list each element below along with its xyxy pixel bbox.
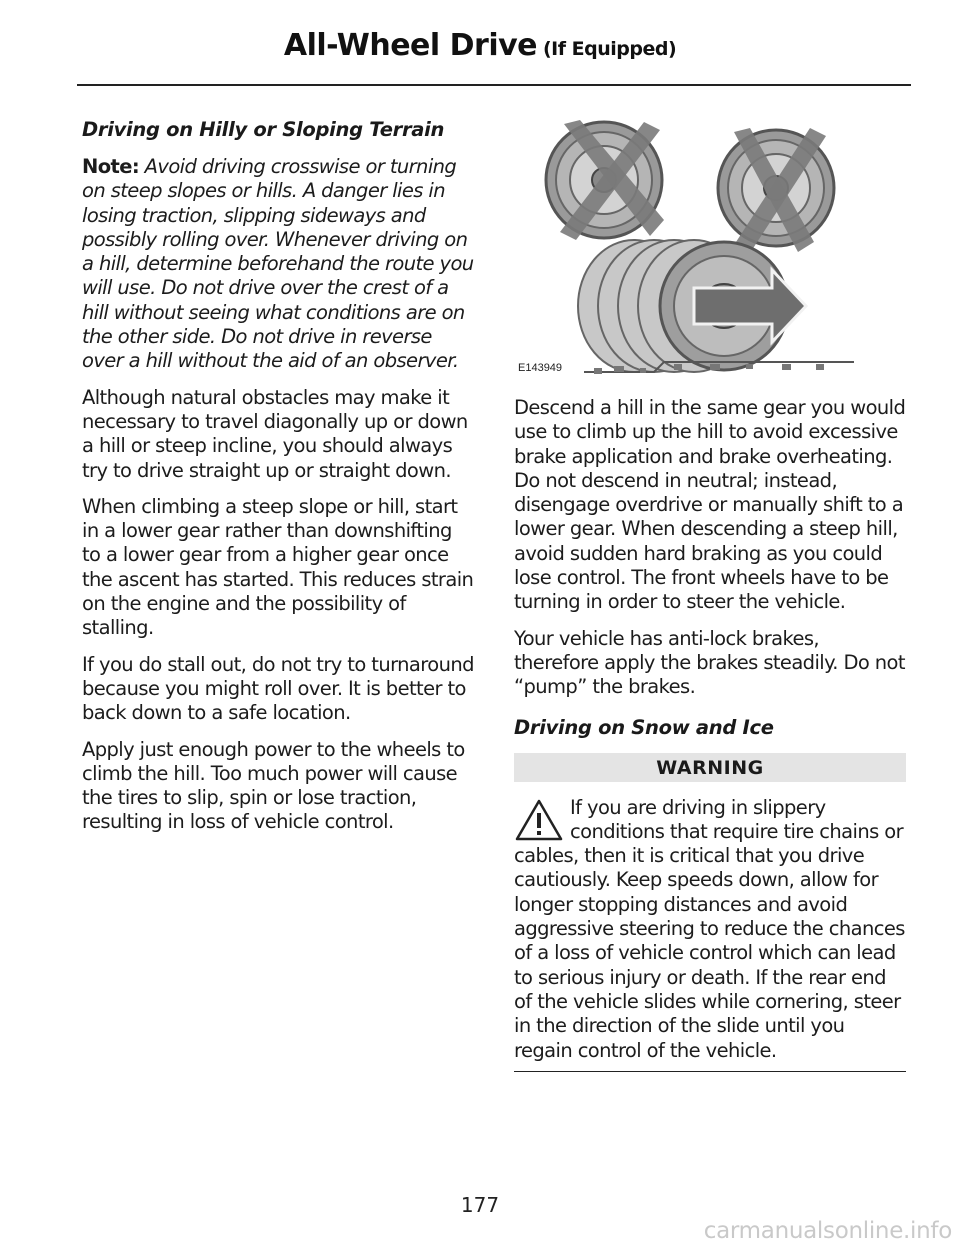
section-heading-hilly-terrain: Driving on Hilly or Sloping Terrain [82,118,445,141]
page-header [0,28,960,63]
section-heading-snow-ice: Driving on Snow and Ice [514,715,774,739]
note-label: Note: [82,155,140,178]
paragraph-anti-lock: Your vehicle has anti-lock brakes, therefore apply the brakes steadily. Do not “pump” the brakes. [514,626,905,699]
note-paragraph [82,155,474,374]
left-column [82,118,474,847]
paragraph-climbing: When climbing a steep slope or hill, start in a lower gear rather than downshifting to a lower gear from a higher gear once the ascent has started. This reduces strain on the engine and the possibility of stalling. [82,494,474,640]
paragraph-descend: Descend a hill in the same gear you would use to climb up the hill to avoid excessive brake application and brake overheating. Do not descend in neutral; instead, disengage overdrive or manually shift to a lower gear. When descending a steep hill, avoid sudden hard braking as you could lose control. The front wheels have to be turning in order to steer the vehicle. [514,396,906,614]
paragraph-stall: If you do stall out, do not try to turnaround because you might roll over. It is better to back down to a safe location. [82,652,474,725]
hill-driving-illustration [514,110,906,382]
page-title-qualifier: (If Equipped) [543,38,677,60]
figure-code: E143949 [518,362,563,374]
warning-block [514,796,906,1063]
crossed-tire-right-icon [718,128,834,252]
warning-text: If you are driving in slippery conditions that require tire chains or cables, then it is critical that you drive cautiously. Keep speeds down, allow for longer stopping distances and avoid aggressive steering to reduce the chances of a loss of vehicle control which can lead to serious injury or death. If the rear end of the vehicle slides while cornering, steer in the direction of the slide until you regain control of the vehicle. [514,795,905,1062]
warning-triangle-icon [514,798,564,842]
paragraph-power: Apply just enough power to the wheels to climb the hill. Too much power will cause the tires to slip, spin or lose traction, resulting in loss of vehicle control. [82,737,465,834]
crossed-tire-left-icon [546,120,664,240]
warning-header: WARNING [514,753,906,782]
right-column [514,110,906,1072]
page-number: 177 [460,1193,500,1217]
header-divider [77,84,911,86]
tire-illustration [514,110,906,382]
paragraph-diagonal-travel: Although natural obstacles may make it necessary to travel diagonally up or down a hill or steep incline, you should always try to drive straight up or straight down. [82,385,468,482]
note-text: Avoid driving crosswise or turning on steep slopes or hills. A danger lies in losing traction, slipping sideways and possibly rolling over. Whenever driving on a hill, determine beforehand the route you will use. Do not drive over the crest of a hill without seeing what conditions are on the other side. Do not drive in reverse over a hill without the aid of an observer. [82,155,474,373]
warning-end-rule [514,1071,906,1073]
page-title: All-Wheel Drive [283,28,537,63]
watermark: carmanualsonline.info [703,1218,952,1244]
